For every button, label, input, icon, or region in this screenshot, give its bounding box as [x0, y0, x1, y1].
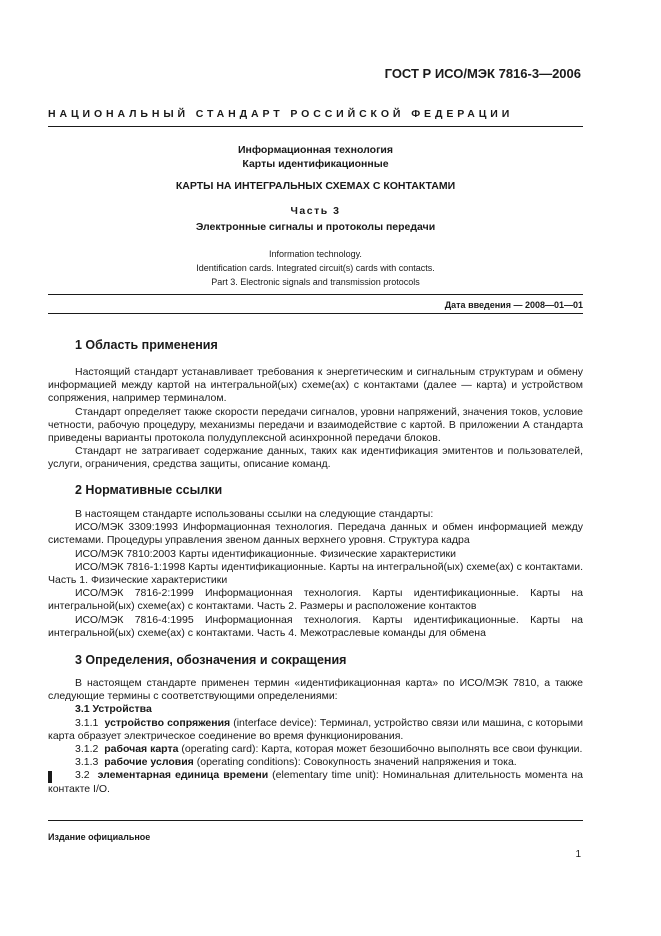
date-rule	[48, 294, 583, 295]
paragraph: Настоящий стандарт устанавливает требования к энергетическим и сигнальным структурам и обмену информацией между картой на интегральной(ых) схеме(ах) с контактами (далее — карта) и устройством сопряжения, например терминалом.	[48, 366, 583, 405]
definition-term: рабочая карта	[104, 743, 179, 756]
section-1-body	[48, 366, 583, 472]
section-1-heading: 1 Область применения	[75, 338, 218, 352]
definition-number: 3.2	[75, 769, 90, 782]
definition-text: (elementary time unit): Номинальная длительность момента на контакте I/O.	[48, 769, 583, 795]
paragraph: ИСО/МЭК 7816-2:1999 Информационная технология. Карты идентификационные. Карты на интегральной(ых) схеме(ах) с контактами. Часть 2. Размеры и расположение контактов	[48, 587, 583, 613]
section-3-heading: 3 Определения, обозначения и сокращения	[75, 653, 347, 667]
part-title: Электронные сигналы и протоколы передачи	[195, 221, 436, 233]
title-line-3: КАРТЫ НА ИНТЕГРАЛЬНЫХ СХЕМАХ С КОНТАКТАМИ	[175, 180, 456, 192]
part-number: Часть 3	[290, 205, 341, 217]
section-2-body	[48, 508, 583, 640]
english-title-2: Identification cards. Integrated circuit(s) cards with contacts.	[196, 263, 435, 273]
effective-date: Дата введения — 2008—01—01	[444, 300, 583, 310]
page-number: 1	[575, 849, 581, 860]
paragraph: ИСО/МЭК 7816-1:1998 Карты идентификационные. Карты на интегральной(ых) схеме(ах) с контактами. Часть 1. Физические характеристики	[48, 560, 583, 587]
top-rule	[48, 126, 583, 127]
definition-3-1-3	[48, 756, 583, 769]
definition-term: устройство сопряжения	[104, 716, 231, 729]
change-bar-marker	[48, 771, 52, 783]
section-3-body	[48, 677, 583, 796]
edition-label: Издание официальное	[48, 832, 151, 842]
paragraph: ИСО/МЭК 3309:1993 Информационная технология. Передача данных и обмен информацией между системами. Процедуры управления звеном данных верхнего уровня. Структура кадра	[48, 521, 583, 547]
definition-3-1-1	[48, 717, 583, 743]
definition-term: рабочие условия	[104, 756, 194, 769]
date-rule-bottom	[48, 313, 583, 314]
paragraph: В настоящем стандарте использованы ссылки на следующие стандарты:	[75, 508, 434, 520]
definition-number: 3.1.2	[75, 743, 99, 756]
national-standard-banner: НАЦИОНАЛЬНЫЙ СТАНДАРТ РОССИЙСКОЙ ФЕДЕРАЦИИ	[48, 108, 514, 120]
footer-rule	[48, 820, 583, 821]
definition-text: (interface device): Терминал, устройство связи или машина, с которыми карта образует электрическое соединение во время функционирования.	[48, 716, 583, 742]
section-2-heading: 2 Нормативные ссылки	[75, 483, 223, 497]
definition-text: (operating card): Карта, которая может безошибочно выполнять все свои функции.	[178, 743, 583, 756]
paragraph: ИСО/МЭК 7816-4:1995 Информационная технология. Карты идентификационные. Карты на интегральной(ых) схеме(ах) с контактами. Часть 4. Межотраслевые команды для обмена	[48, 613, 583, 639]
definition-number: 3.1.3	[75, 756, 99, 769]
definition-text: (operating conditions): Совокупность значений напряжения и тока.	[193, 756, 517, 769]
standard-number: ГОСТ Р ИСО/МЭК 7816-3—2006	[384, 66, 581, 81]
definition-number: 3.1.1	[75, 716, 99, 729]
subsection-3-1-heading: 3.1 Устройства	[75, 703, 152, 716]
title-line-1: Информационная технология	[237, 144, 394, 156]
english-title-3: Part 3. Electronic signals and transmission protocols	[211, 277, 420, 287]
paragraph: Стандарт определяет также скорости передачи сигналов, уровни напряжений, значения токов, условие четности, рабочую процедуру, механизмы передачи и взаимодействие с картой. В приложении А стандарта приведены варианты протокола полудуплексной асинхронной передачи блоков.	[48, 405, 583, 445]
paragraph: ИСО/МЭК 7810:2003 Карты идентификационные. Физические характеристики	[75, 547, 456, 560]
paragraph: Стандарт не затрагивает содержание данных, таких как идентификация эмитентов и пользователей, услуги, ограничения, средства защиты, описание команд.	[48, 445, 583, 471]
title-line-2: Карты идентификационные	[242, 158, 389, 170]
definition-term: элементарная единица времени	[97, 769, 269, 782]
english-title-1: Information technology.	[269, 249, 362, 259]
definition-3-1-2	[48, 743, 583, 756]
definition-3-2	[48, 769, 583, 795]
paragraph: В настоящем стандарте применен термин «идентификационная карта» по ИСО/МЭК 7810, а также следующие термины с соответствующими определениями:	[48, 677, 583, 703]
